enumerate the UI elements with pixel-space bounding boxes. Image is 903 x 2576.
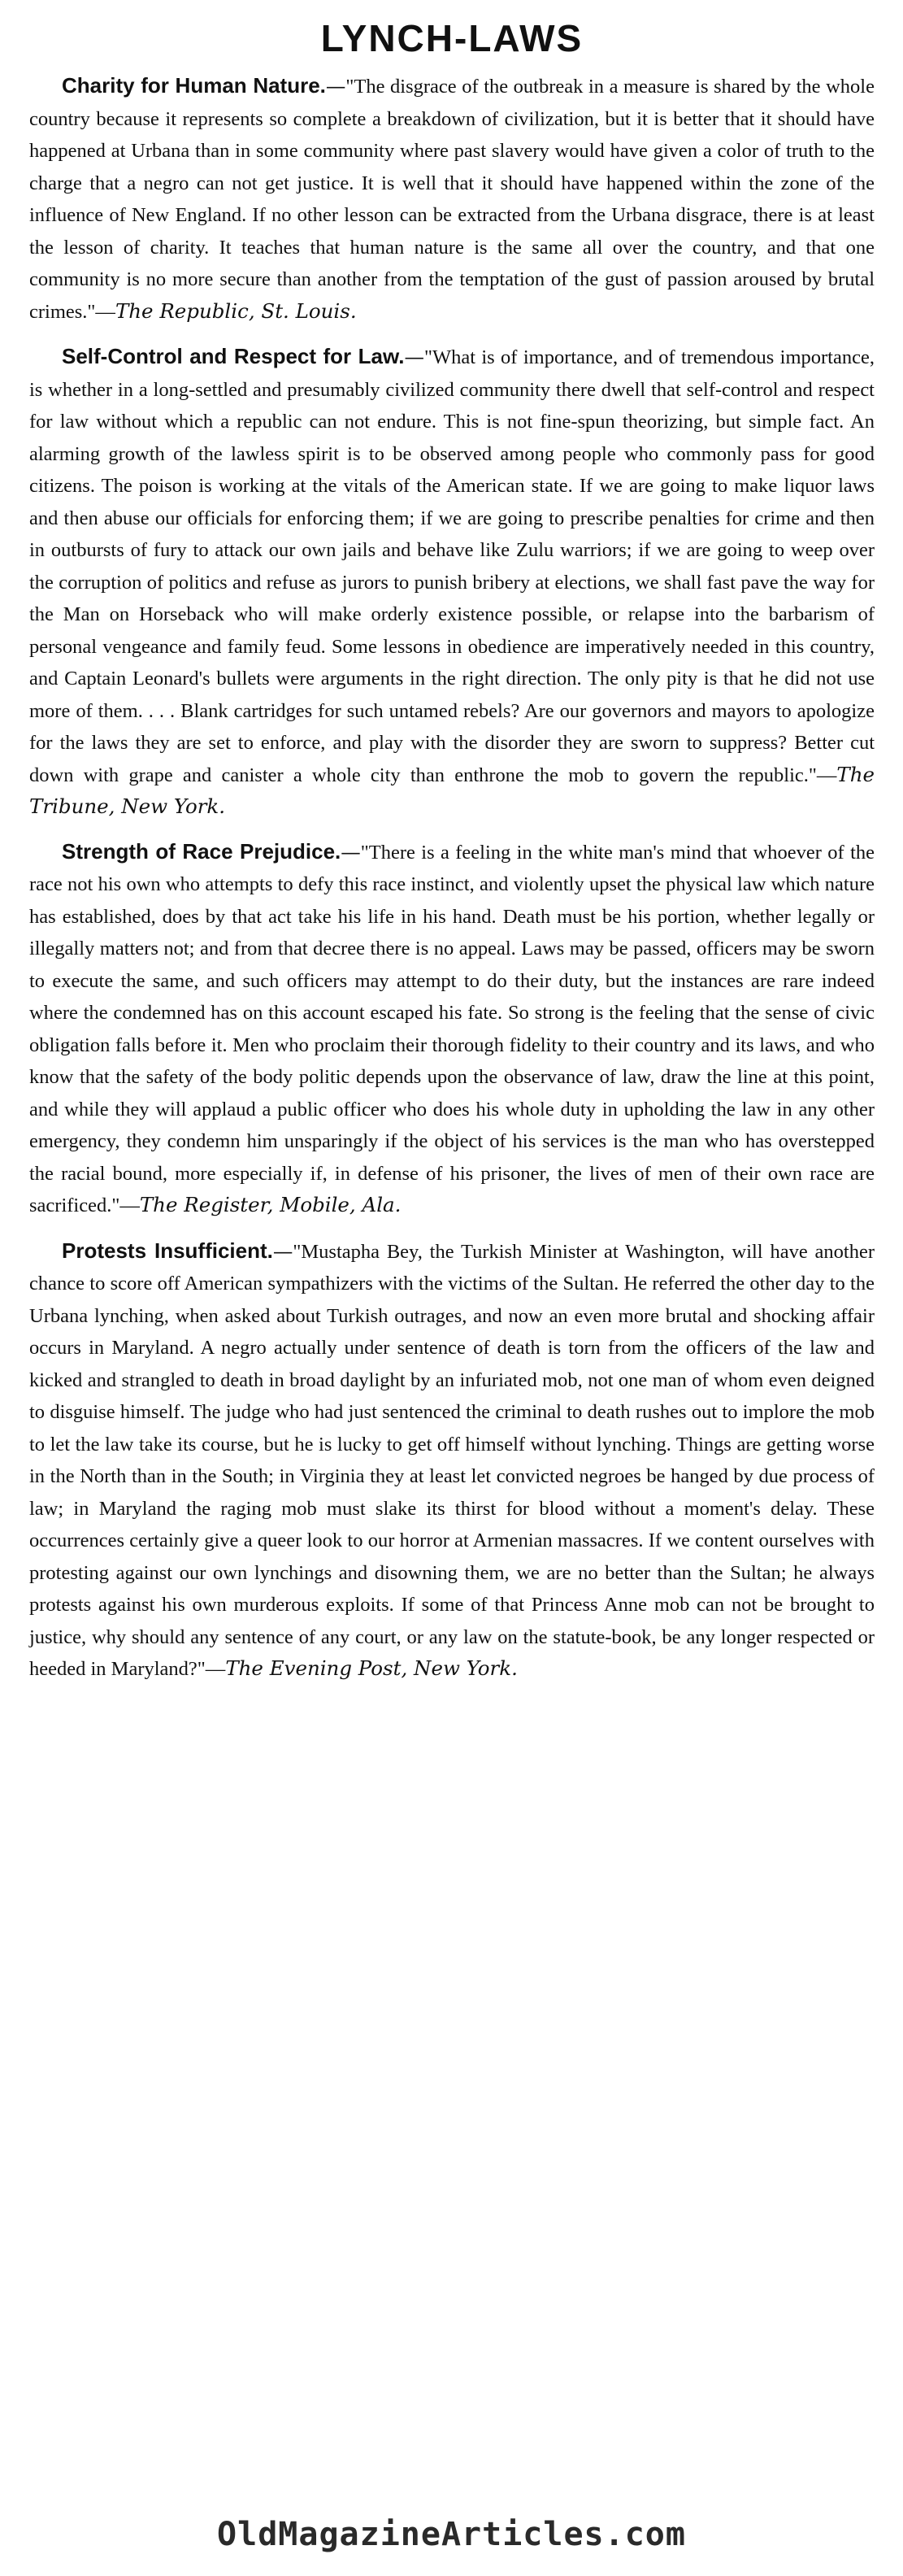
- section-source: The Register, Mobile, Ala.: [139, 1193, 402, 1216]
- section-body: "There is a feeling in the white man's mind that whoever of the race not his own who attempts to defy this race instinct, and violently upset the physical law which nature has established, does by that act take his life in his hand. Death must be his portion, whether legally or illegally matters not; and from that decree there is no appeal. Laws may be passed, officers may be sworn to execute the same, and such officers may attempt to do their duty, but the instances are rare indeed where the condemned has on this account escaped his fate. So strong is the feeling that the sense of civic obligation falls before it. Men who proclaim their thorough fidelity to their country and its laws, and who know that the safety of the body politic depends upon the observance of law, draw the line at this point, and while they will applaud a public officer who does his whole duty in upholding the law in any other emergency, they condemn him unsparingly if the object of his services is the man who has overstepped the racial bound, more especially if, in defense of his prisoner, the lives of men of their own race are sacrificed."—: [29, 841, 875, 1216]
- section-source: The Tribune, New York.: [29, 762, 875, 818]
- article: [29, 16, 875, 1699]
- section-dash: —: [272, 1238, 293, 1263]
- section-body: "What is of importance, and of tremendous importance, is whether in a long-settled and presumably civilized community there dwell that self-control and respect for law without which a republic can not endure. This is not fine-spun theorizing, but simple fact. An alarming growth of the lawless spirit is to be observed among people who commonly pass for good citizens. The poison is working at the vitals of the American state. If we are going to make liquor laws and then abuse our officials for enforcing them; if we are going to prescribe penalties for crime and then in outbursts of fury to attack our own jails and behave like Zulu warriors; if we are going to weep over the corruption of politics and refuse as jurors to punish bribery at elections, we shall fast pave the way for the Man on Horseback who will make orderly existence possible, or relapse into the barbarism of personal vengeance and family feud. Some lessons in obedience are imperatively needed in this country, and Captain Leonard's bullets were arguments in the right direction. The only pity is that he did not use more of them. . . . Blank cartridges for such untamed rebels? Are our governors and mayors to apologize for the laws they are set to enforce, and play with the disorder they are sworn to suppress? Better cut down with grape and canister a whole city than enthrone the mob to govern the republic."—: [29, 346, 875, 786]
- section-dash: —: [404, 345, 424, 368]
- section-heading: Protests Insufficient.: [62, 1238, 273, 1263]
- section-self-control: [29, 341, 875, 823]
- section-heading: Self-Control and Respect for Law.: [62, 344, 405, 368]
- section-protests: [29, 1235, 875, 1686]
- section-race-prejudice: [29, 836, 875, 1222]
- section-dash: —: [325, 74, 346, 98]
- section-body: "The disgrace of the outbreak in a measure is shared by the whole country because it represents so complete a breakdown of civilization, but it is better that it should have happened at Urbana than in some community where past slavery would have given a color of truth to the charge that a negro can not get justice. It is well that it should have happened within the zone of the influence of New England. If no other lesson can be extracted from the Urbana disgrace, there is at least the lesson of charity. It teaches that human nature is the same all over the country, and that one community is no more secure than another from the temptation of the gust of passion aroused by brutal crimes."—: [29, 76, 875, 323]
- section-source: The Evening Post, New York.: [225, 1656, 518, 1680]
- article-title: LYNCH-LAWS: [320, 17, 584, 59]
- section-charity: [29, 70, 875, 328]
- section-heading: Charity for Human Nature.: [62, 73, 326, 98]
- section-heading: Strength of Race Prejudice.: [62, 838, 341, 864]
- section-body: "Mustapha Bey, the Turkish Minister at Washington, will have another chance to score off American sympathizers with the victims of the Sultan. He referred the other day to the Urbana lynching, when asked about Turkish outrages, and now an even more brutal and shocking affair occurs in Maryland. A negro actually under sentence of death is torn from the officers of the law and kicked and strangled to death in broad daylight by an infuriated mob, not one man of whom even deigned to disguise himself. The judge who had just sentenced the criminal to death rushes out to implore the mob to let the law take its course, but he is lucky to get off himself without lynching. Things are getting worse in the North than in the South; in Virginia they at least let convicted negroes be hanged by due process of law; in Maryland the raging mob must slake its thirst for blood without a moment's delay. These occurrences certainly give a queer look to our horror at Armenian massacres. If we content ourselves with protesting against our own lynchings and disowning them, we are no better than the Sultan; he always protests against his own murderous exploits. If some of that Princess Anne mob can not be brought to justice, why should any sentence of any court, or any law on the statute-book, be any longer respected or heeded in Maryland?"—: [29, 1240, 875, 1680]
- section-dash: —: [341, 839, 361, 864]
- section-source: The Republic, St. Louis.: [115, 298, 357, 323]
- site-watermark: OldMagazineArticles.com: [217, 2516, 686, 2553]
